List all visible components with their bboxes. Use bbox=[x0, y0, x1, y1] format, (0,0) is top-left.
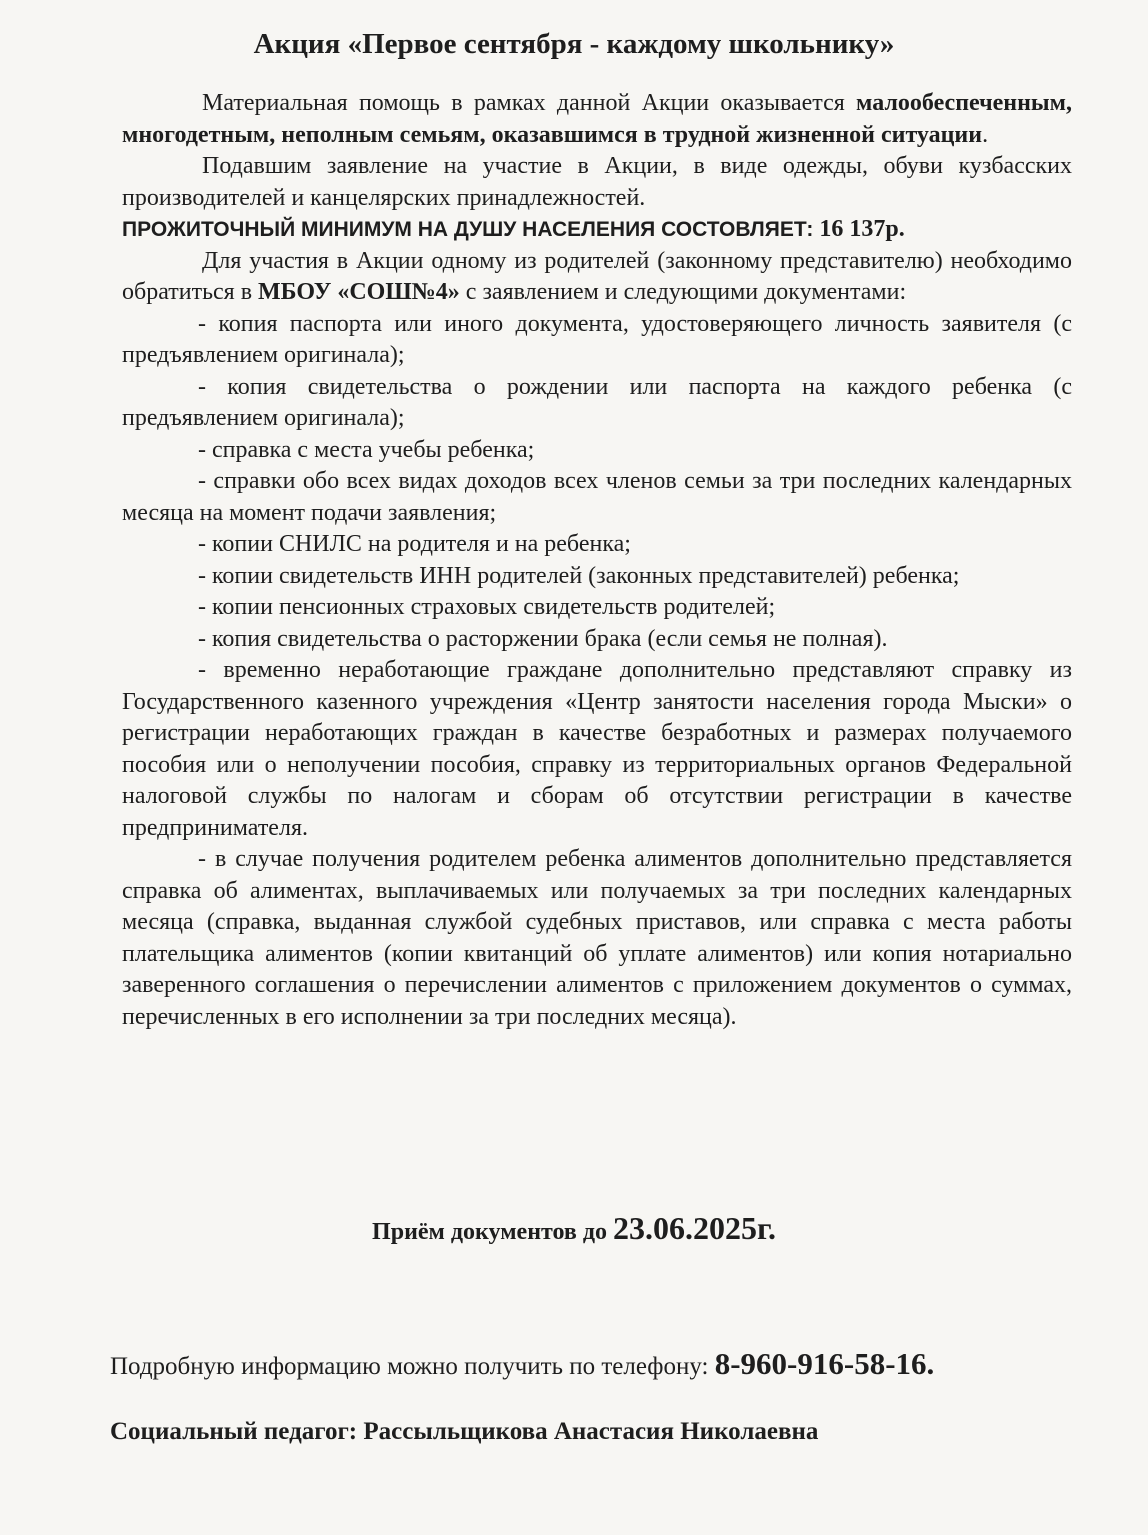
deadline-label: Приём документов до bbox=[372, 1219, 614, 1245]
intro-text: Материальная помощь в рамках данной Акции оказывается bbox=[202, 90, 857, 116]
p3-text-b: с заявлением и следующими документами: bbox=[459, 279, 907, 305]
subsistence-minimum bbox=[122, 214, 1072, 246]
list-item: - копия паспорта или иного документа, удостоверяющего личность заявителя (с предъявлением оригинала); bbox=[122, 310, 1072, 368]
document-title: Акция «Первое сентября - каждому школьнику» bbox=[253, 28, 895, 60]
list-item: - копии СНИЛС на родителя и на ребенка; bbox=[198, 531, 631, 557]
contact-line bbox=[110, 1346, 934, 1382]
contact-phone: 8-960-916-58-16. bbox=[714, 1346, 935, 1381]
intro-bold-families: малообеспеченным, многодетным, неполным семьям, оказавшимся в трудной жизненной ситуации bbox=[122, 90, 1072, 148]
list-item: - справка с места учебы ребенка; bbox=[198, 436, 535, 463]
subsistence-label: ПРОЖИТОЧНЫЙ МИНИМУМ НА ДУШУ НАСЕЛЕНИЯ СОСТОВЛЯЕТ: bbox=[122, 218, 814, 241]
deadline-date: 23.06.2025г. bbox=[613, 1210, 776, 1246]
list-item: - в случае получения родителем ребенка алиментов дополнительно представляется справка об алиментах, выплачиваемых или получаемых за три последних календарных месяца (справка, выданная службой судебных приставов, или справка с места работы плательщика алиментов (копии квитанций об уплате алиментов) или копия нотариально заверенного соглашения о перечислении алиментов с приложением документов о суммах, перечисленных в его исполнении за три последних месяца). bbox=[122, 846, 1072, 1030]
list-item: - временно неработающие граждане дополнительно представляют справку из Государственного казенного учреждения «Центр занятости населения города Мыски» о регистрации неработающих граждан в качестве безработных и размерах получаемого пособия или о неполучении пособия, справку из территориальных органов Федеральной налоговой службы по налогам и сборам об отсутствии регистрации в качестве предпринимателя. bbox=[122, 657, 1072, 841]
list-item: - копия свидетельства о рождении или паспорта на каждого ребенка (с предъявлением оригинала); bbox=[122, 373, 1072, 431]
intro-paragraph-3 bbox=[122, 246, 1072, 309]
document-body bbox=[122, 88, 1072, 1033]
intro-end: . bbox=[982, 121, 989, 148]
p3-text-a: Для участия в Акции одному из родителей (законному представителю) необходимо обратиться в bbox=[122, 247, 1072, 305]
school-name: МБОУ «СОШ№4» bbox=[258, 279, 460, 305]
list-item: - справки обо всех видах доходов всех членов семьи за три последних календарных месяца на момент подачи заявления; bbox=[122, 468, 1072, 526]
list-item: - копии свидетельств ИНН родителей (законных представителей) ребенка; bbox=[198, 562, 960, 589]
social-pedagog: Социальный педагог: Рассыльщикова Анастасия Николаевна bbox=[110, 1418, 819, 1445]
subsistence-value: 16 137р. bbox=[813, 216, 905, 242]
list-item: - копии пенсионных страховых свидетельств родителей; bbox=[198, 594, 776, 620]
deadline-line bbox=[0, 1210, 1148, 1247]
intro-paragraph-2: Подавшим заявление на участие в Акции, в виде одежды, обуви кузбасских производителей и канцелярских принадлежностей. bbox=[122, 153, 1072, 211]
list-item: - копия свидетельства о расторжении брака (если семья не полная). bbox=[198, 625, 888, 652]
contact-label: Подробную информацию можно получить по телефону: bbox=[110, 1353, 715, 1380]
intro-paragraph-1 bbox=[122, 88, 1072, 151]
